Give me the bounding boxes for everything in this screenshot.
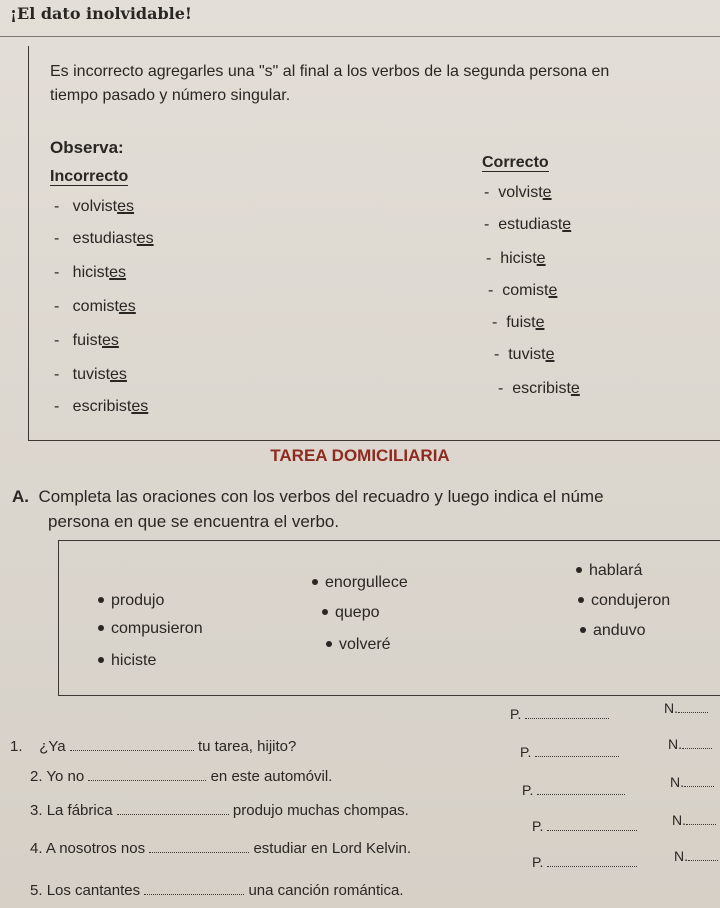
person-blank: P. bbox=[532, 816, 637, 834]
number-blank: N. bbox=[672, 810, 716, 828]
instruction-line-1: Completa las oraciones con los verbos del recuadro y luego indica el núme bbox=[38, 487, 604, 506]
person-blank: P. bbox=[510, 704, 609, 722]
answer-blank[interactable] bbox=[70, 736, 194, 751]
answer-blank[interactable] bbox=[144, 880, 244, 895]
correct-verb: - comiste bbox=[488, 282, 558, 299]
exercise-sentence: 2. Yo no en este automóvil. bbox=[30, 768, 333, 785]
correct-verb: - estudiaste bbox=[484, 216, 572, 233]
person-blank: P. bbox=[522, 780, 625, 798]
incorrect-verb: - comistes bbox=[54, 298, 136, 315]
tip-text-line-1: Es incorrecto agregarles una "s" al final a los verbos de la segunda persona en bbox=[50, 63, 610, 80]
word-bank-item: hiciste bbox=[98, 652, 156, 670]
correct-verb: - fuiste bbox=[492, 314, 545, 331]
word-bank-item: compusieron bbox=[98, 620, 203, 638]
number-blank: N. bbox=[674, 846, 718, 864]
exercise-sentence: 3. La fábrica produjo muchas chompas. bbox=[30, 802, 409, 819]
person-blank: P. bbox=[520, 742, 619, 760]
word-bank-item: volveré bbox=[326, 636, 391, 654]
correct-verb: - escribiste bbox=[498, 380, 580, 397]
word-bank-item: enorgullece bbox=[312, 574, 408, 592]
correct-verb: - hiciste bbox=[486, 250, 546, 267]
instruction-letter: A. bbox=[12, 487, 29, 506]
section-header: ¡El dato inolvidable! bbox=[10, 4, 192, 23]
word-bank-item: quepo bbox=[322, 604, 380, 622]
exercise-sentence: 5. Los cantantes una canción romántica. bbox=[30, 882, 404, 899]
correct-verb: - tuviste bbox=[494, 346, 555, 363]
incorrect-verb: - fuistes bbox=[54, 332, 119, 349]
answer-blank[interactable] bbox=[149, 838, 249, 853]
word-bank-item: hablará bbox=[576, 562, 642, 580]
number-blank: N. bbox=[668, 734, 712, 752]
homework-title: TAREA DOMICILIARIA bbox=[270, 446, 450, 465]
word-bank-item: anduvo bbox=[580, 622, 646, 640]
tip-text-line-2: tiempo pasado y número singular. bbox=[50, 87, 291, 104]
incorrect-verb: - tuvistes bbox=[54, 366, 127, 383]
observe-label: Observa: bbox=[50, 138, 124, 157]
incorrect-verb: - hicistes bbox=[54, 264, 127, 281]
incorrect-verb: - estudiastes bbox=[54, 230, 154, 247]
correct-verb: - volviste bbox=[484, 184, 552, 201]
instruction-line-2: persona en que se encuentra el verbo. bbox=[48, 512, 340, 531]
exercise-sentence: 4. A nosotros nos estudiar en Lord Kelvin. bbox=[30, 840, 412, 857]
incorrect-verb: - escribistes bbox=[54, 398, 149, 415]
number-blank: N. bbox=[664, 698, 708, 716]
answer-blank[interactable] bbox=[88, 766, 206, 781]
incorrect-header: Incorrecto bbox=[50, 168, 129, 185]
incorrect-verb: - volvistes bbox=[54, 198, 135, 215]
correct-header: Correcto bbox=[482, 154, 549, 171]
number-blank: N. bbox=[670, 772, 714, 790]
header-divider bbox=[0, 36, 720, 37]
word-bank-item: condujeron bbox=[578, 592, 670, 610]
person-blank: P. bbox=[532, 852, 637, 870]
exercise-sentence: 1. ¿Ya tu tarea, hijito? bbox=[10, 738, 297, 755]
instruction bbox=[12, 484, 720, 534]
answer-blank[interactable] bbox=[117, 800, 229, 815]
word-bank-item: produjo bbox=[98, 592, 164, 610]
